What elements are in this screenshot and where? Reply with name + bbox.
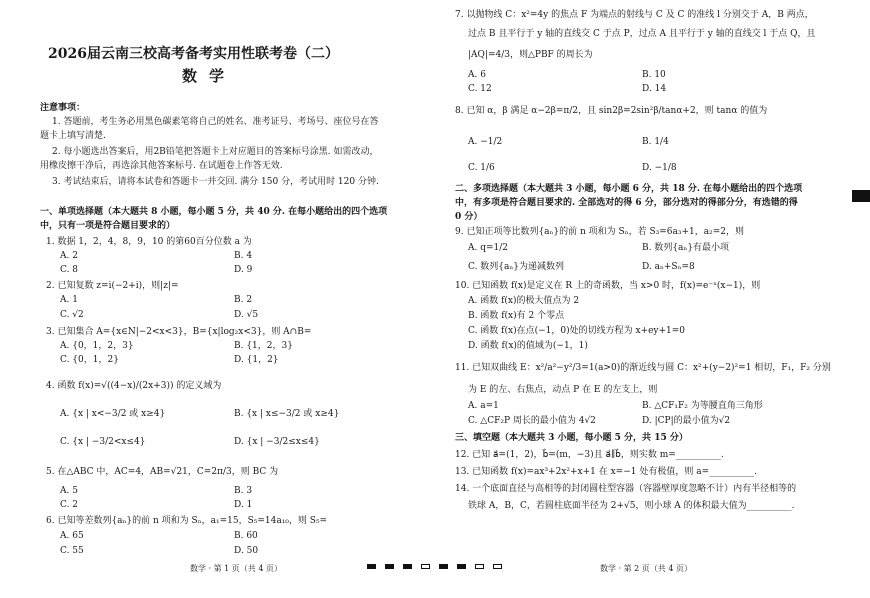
question-11: 11. 已知双曲线 E：x²/a²−y²/3=1(a>0)的渐近线与圆 C：x²+(y−2)²=1 相切，F₁，F₂ 分别 <box>455 363 831 373</box>
register-mark <box>367 564 376 569</box>
option: C. 12 <box>468 84 492 94</box>
question-text: 铁球 A，B，C，若圆柱底面半径为 2+√5，则小球 A 的体积最大值为__________. <box>468 501 795 511</box>
question-3: 3. 已知集合 A={x∈N|−2<x<3}，B={x|log₂x<3}，则 A∩B= <box>46 327 312 337</box>
option: A. {x | x<−3/2 或 x≥4} <box>60 409 166 419</box>
option: C. 函数 f(x)在点(−1，0)处的切线方程为 x+ey+1=0 <box>468 326 686 336</box>
option: C. 数列{aₙ}为递减数列 <box>468 262 564 272</box>
question-1: 1. 数据 1，2，4，8，9，10 的第60百分位数 a 为 <box>46 237 252 247</box>
option: D. 函数 f(x)的值域为(−1，1) <box>468 341 588 351</box>
register-mark <box>403 564 412 569</box>
question-12: 12. 已知 a⃗=(1，2)，b⃗=(m，−3)且 a⃗∥b⃗，则实数 m=__________. <box>455 450 724 460</box>
option: B. 2 <box>234 295 253 305</box>
option: B. {x | x≤−3/2 或 x≥4} <box>234 409 340 419</box>
option: D. |CP|的最小值为√2 <box>642 416 731 426</box>
question-6: 6. 已知等差数列{aₙ}的前 n 项和为 Sₙ，a₁=15，S₅=14a₁₀，则 S₅= <box>46 516 328 526</box>
option: B. 4 <box>234 251 253 261</box>
notice-line: 用橡皮擦干净后，再选涂其他答案标号. 在试题卷上作答无效. <box>40 161 283 171</box>
option: D. {x | −3/2≤x≤4} <box>234 437 320 447</box>
option: B. 函数 f(x)有 2 个零点 <box>468 311 565 321</box>
option: C. 8 <box>60 265 79 275</box>
question-14: 14. 一个底面直径与高相等的封闭圆柱型容器（容器壁厚度忽略不计）内有半径相等的 <box>455 484 797 494</box>
page-footer: 数学 · 第 2 页（共 4 页） <box>600 564 692 573</box>
question-5: 5. 在△ABC 中，AC=4，AB=√21，C=2π/3，则 BC 为 <box>46 467 279 477</box>
question-text: 为 E 的左、右焦点，动点 P 在 E 的左支上，则 <box>468 385 658 395</box>
subject-heading: 数学 <box>182 67 237 85</box>
section-heading: 中，有多项是符合题目要求的. 全部选对的得 6 分，部分选对的得部分分，有选错的得 <box>455 198 798 208</box>
register-mark <box>385 564 394 569</box>
option: D. −1/8 <box>642 163 677 173</box>
option: B. {1，2，3} <box>234 341 293 351</box>
page-right <box>435 0 870 598</box>
edge-tab-mark <box>852 190 870 202</box>
option: A. q=1/2 <box>468 243 509 253</box>
section-heading: 三、填空题（本大题共 3 小题，每小题 5 分，共 15 分） <box>455 433 688 443</box>
exam-title: 2026届云南三校高考备考实用性联考卷（二） <box>48 46 339 62</box>
option: C. 1/6 <box>468 163 495 173</box>
option: D. 14 <box>642 84 667 94</box>
option: C. √2 <box>60 310 84 320</box>
section-heading: 一、单项选择题（本大题共 8 小题，每小题 5 分，共 40 分. 在每小题给出的四个选项 <box>40 207 388 217</box>
option: D. 1 <box>234 500 253 510</box>
option: B. 3 <box>234 486 253 496</box>
question-4: 4. 函数 f(x)=√((4−x)/(2x+3)) 的定义域为 <box>46 381 222 391</box>
option: B. 数列{aₙ}有最小项 <box>642 243 730 253</box>
section-heading: 中，只有一项是符合题目要求的） <box>40 221 176 231</box>
option: A. 2 <box>60 251 78 261</box>
question-9: 9. 已知正项等比数列{aₙ}的前 n 项和为 Sₙ，若 S₃=6a₃+1，a₂=2，则 <box>455 227 744 237</box>
section-heading: 二、多项选择题（本大题共 3 小题，每小题 6 分，共 18 分. 在每小题给出的四个选项 <box>455 184 803 194</box>
question-8: 8. 已知 α，β 满足 α−2β=π/2，且 sin2β=2sin²β/tanα+2，则 tanα 的值为 <box>455 106 768 116</box>
question-text: |AQ|=4/3，则△PBF 的周长为 <box>468 50 593 60</box>
question-text: 过点 B 且平行于 y 轴的直线交 C 于点 P，过点 A 且平行于 y 轴的直线交 l 于点 Q，且 <box>468 29 816 39</box>
register-mark <box>421 564 430 569</box>
option: A. 1 <box>60 295 78 305</box>
option: B. 60 <box>234 531 258 541</box>
notice-heading: 注意事项： <box>40 103 86 113</box>
option: A. −1/2 <box>468 137 503 147</box>
option: A. 65 <box>60 531 84 541</box>
option: D. 50 <box>234 546 259 556</box>
option: B. 10 <box>642 70 666 80</box>
notice-line: 题卡上填写清楚. <box>40 131 106 141</box>
option: A. a=1 <box>468 401 499 411</box>
option: B. △CF₁F₂ 为等腰直角三角形 <box>642 401 763 411</box>
page-footer: 数学 · 第 1 页（共 4 页） <box>190 564 282 573</box>
option: A. 函数 f(x)的极大值点为 2 <box>468 296 580 306</box>
option: C. {0，1，2} <box>60 355 119 365</box>
question-10: 10. 已知函数 f(x)是定义在 R 上的奇函数，当 x>0 时，f(x)=e⁻ˣ(x−1)，则 <box>455 281 761 291</box>
option: C. 2 <box>60 500 79 510</box>
section-heading: 0 分） <box>455 212 483 222</box>
notice-line: 1. 答题前，考生务必用黑色碳素笔将自己的姓名、准考证号、考场号、座位号在答 <box>52 117 379 127</box>
option: D. {1，2} <box>234 355 279 365</box>
option: A. {0，1，2，3} <box>60 341 134 351</box>
option: C. 55 <box>60 546 84 556</box>
option: B. 1/4 <box>642 137 669 147</box>
question-13: 13. 已知函数 f(x)=ax³+2x²+x+1 在 x=−1 处有极值，则 a=__________. <box>455 467 757 477</box>
notice-line: 3. 考试结束后，请将本试卷和答题卡一并交回. 满分 150 分，考试用时 120 分钟. <box>52 177 379 187</box>
option: C. {x | −3/2<x≤4} <box>60 437 146 447</box>
option: D. 9 <box>234 265 253 275</box>
notice-line: 2. 每小题选出答案后，用2B铅笔把答题卡上对应题目的答案标号涂黑. 如需改动， <box>52 147 379 157</box>
question-2: 2. 已知复数 z=i(−2+i)，则|z|= <box>46 281 179 291</box>
option: A. 6 <box>468 70 486 80</box>
option: D. √5 <box>234 310 259 320</box>
option: D. aₙ+Sₙ=8 <box>642 262 695 272</box>
option: A. 5 <box>60 486 78 496</box>
question-7: 7. 以抛物线 C：x²=4y 的焦点 F 为端点的射线与 C 及 C 的准线 l 分别交于 A，B 两点， <box>455 10 814 20</box>
option: C. △CF₂P 周长的最小值为 4√2 <box>468 416 596 426</box>
